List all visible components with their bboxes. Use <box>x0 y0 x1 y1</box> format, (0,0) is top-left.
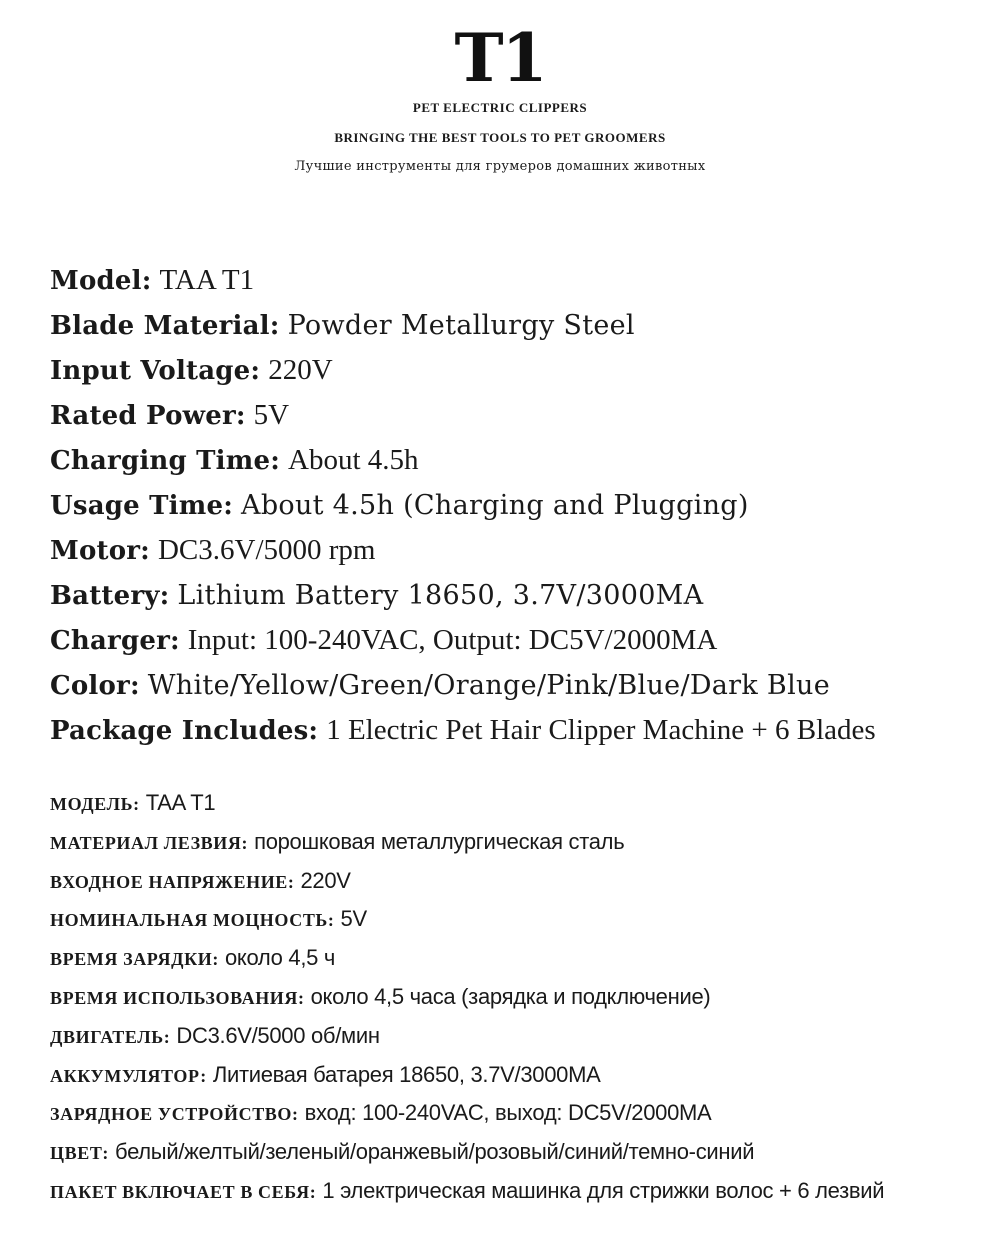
specs-english <box>50 258 990 753</box>
spec-value: 5V <box>253 399 290 431</box>
spec-row-ru-input-voltage <box>50 862 995 901</box>
spec-value: 1 электрическая машинка для стрижки волос + 6 лезвий <box>322 1177 885 1203</box>
spec-label: АККУМУЛЯТОР: <box>50 1065 207 1086</box>
spec-value: TAA T1 <box>159 264 255 296</box>
spec-row-charging-time <box>50 438 990 483</box>
spec-label: Package Includes: <box>50 716 319 746</box>
spec-row-ru-motor <box>50 1017 995 1056</box>
spec-value: White/Yellow/Green/Orange/Pink/Blue/Dark Blue <box>147 670 830 701</box>
spec-row-ru-charger <box>50 1094 995 1133</box>
spec-row-usage-time <box>50 483 990 528</box>
specs-russian <box>50 784 995 1211</box>
tagline-slogan: BRINGING THE BEST TOOLS TO PET GROOMERS <box>334 130 666 145</box>
spec-value: 220V <box>268 354 333 386</box>
tagline-slogan-ru: Лучшие инструменты для грумеров домашних животных <box>294 159 706 174</box>
spec-label: Usage Time: <box>50 491 234 521</box>
spec-label: ДВИГАТЕЛЬ: <box>50 1026 171 1047</box>
spec-row-input-voltage <box>50 348 990 393</box>
spec-value: вход: 100-240VAC, выход: DC5V/2000MA <box>304 1100 712 1126</box>
spec-value: около 4,5 часа (зарядка и подключение) <box>310 983 711 1009</box>
spec-label: МОДЕЛЬ: <box>50 794 140 814</box>
spec-value: Input: 100-240VAC, Output: DC5V/2000MA <box>187 624 718 656</box>
spec-value: About 4.5h <box>288 444 419 476</box>
spec-row-model <box>50 258 990 303</box>
spec-label: Charging Time: <box>50 446 281 476</box>
spec-label: Charger: <box>50 626 180 656</box>
spec-value: белый/желтый/зеленый/оранжевый/розовый/синий/темно-синий <box>115 1139 755 1165</box>
spec-label: Rated Power: <box>50 401 246 431</box>
spec-row-ru-color <box>50 1133 995 1172</box>
spec-row-ru-package <box>50 1172 995 1211</box>
spec-label: Input Voltage: <box>50 356 261 386</box>
header <box>0 0 1000 200</box>
spec-value: TAA T1 <box>145 790 216 815</box>
spec-row-ru-charging-time <box>50 939 995 978</box>
spec-row-color <box>50 663 990 708</box>
spec-row-ru-usage-time <box>50 978 995 1017</box>
spec-label: МАТЕРИАЛ ЛЕЗВИЯ: <box>50 832 249 853</box>
spec-row-rated-power <box>50 393 990 438</box>
spec-label: Motor: <box>50 536 150 566</box>
spec-row-blade-material <box>50 303 990 348</box>
tagline-product: PET ELECTRIC CLIPPERS <box>412 100 588 115</box>
spec-value: DC3.6V/5000 об/мин <box>176 1022 380 1048</box>
spec-value: Литиевая батарея 18650, 3.7V/3000MA <box>212 1061 601 1087</box>
spec-value: DC3.6V/5000 rpm <box>157 534 376 566</box>
spec-label: ВРЕМЯ ИСПОЛЬЗОВАНИЯ: <box>50 987 305 1008</box>
brand-logo: T1 <box>454 19 546 97</box>
spec-value: 220V <box>300 867 351 893</box>
spec-row-package <box>50 708 990 753</box>
spec-row-charger <box>50 618 990 663</box>
spec-label: Blade Material: <box>50 311 280 341</box>
spec-row-ru-rated-power <box>50 900 995 939</box>
spec-row-ru-model <box>50 784 995 823</box>
spec-label: Battery: <box>50 581 170 611</box>
spec-label: ВРЕМЯ ЗАРЯДКИ: <box>50 949 219 970</box>
spec-row-battery <box>50 573 990 618</box>
spec-label: Model: <box>50 266 152 296</box>
spec-row-ru-battery <box>50 1056 995 1095</box>
spec-label: НОМИНАЛЬНАЯ МОЦНОСТЬ: <box>50 910 335 931</box>
spec-value: 1 Electric Pet Hair Clipper Machine + 6 Blades <box>326 714 876 746</box>
spec-value: около 4,5 ч <box>224 945 336 971</box>
spec-row-ru-blade-material <box>50 823 995 862</box>
spec-label: ЗАРЯДНОЕ УСТРОЙСТВО: <box>50 1104 299 1125</box>
spec-label: ВХОДНОЕ НАПРЯЖЕНИЕ: <box>50 871 295 892</box>
spec-value: Powder Metallurgy Steel <box>287 310 635 341</box>
spec-row-motor <box>50 528 990 573</box>
spec-value: Lithium Battery 18650, 3.7V/3000MA <box>177 580 704 611</box>
spec-value: About 4.5h (Charging and Plugging) <box>241 490 749 521</box>
spec-label: ПАКЕТ ВКЛЮЧАЕТ В СЕБЯ: <box>50 1181 317 1202</box>
spec-value: порошковая металлургическая сталь <box>254 828 625 854</box>
spec-label: Color: <box>50 671 140 701</box>
spec-label: ЦВЕТ: <box>50 1143 110 1164</box>
spec-value: 5V <box>340 906 367 932</box>
